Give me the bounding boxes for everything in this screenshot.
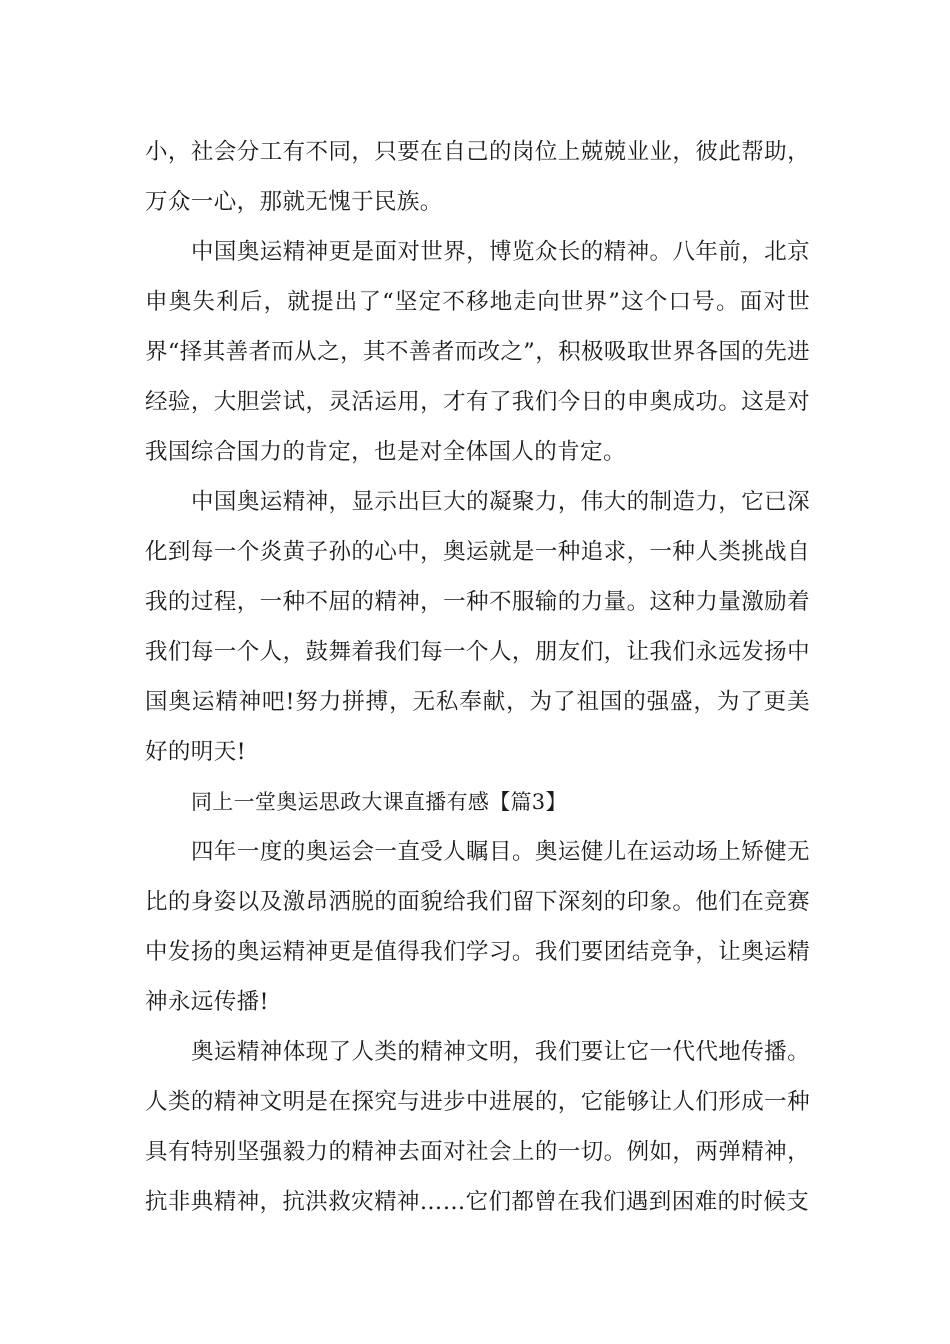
paragraph-world-spirit: 中国奥运精神更是面对世界，博览众长的精神。八年前，北京申奥失利后，就提出了“坚定不移地走向世界”这个口号。面对世界“择其善者而从之，其不善者而改之”，积极吸取世界各国的先进经验，大胆尝试，灵活运用，才有了我们今日的申奥成功。这是对我国综合国力的肯定，也是对全体国人的肯定。: [145, 239, 811, 465]
document-body: [145, 127, 810, 1227]
paragraph-civilization: 奥运精神体现了人类的精神文明，我们要让它一代代地传播。人类的精神文明是在探究与进步中进展的，它能够让人们形成一种具有特别坚强毅力的精神去面对社会上的一切。例如，两弹精神，抗非典精神，抗洪救灾精神……它们都曾在我们遇到困难的时候支: [145, 1039, 810, 1215]
paragraph-olympics-intro: 四年一度的奥运会一直受人瞩目。奥运健儿在运动场上矫健无比的身姿以及激昂洒脱的面貌给我们留下深刻的印象。他们在竞赛中发扬的奥运精神更是值得我们学习。我们要团结竞争，让奥运精神永远传播!: [145, 839, 810, 1015]
paragraph-cohesion: 中国奥运精神，显示出巨大的凝聚力，伟大的制造力，它已深化到每一个炎黄子孙的心中，奥运就是一种追求，一种人类挑战自我的过程，一种不屈的精神，一种不服输的力量。这种力量激励着我们每一个人，鼓舞着我们每一个人，朋友们，让我们永远发扬中国奥运精神吧!努力拼搏，无私奉献，为了祖国的强盛，为了更美好的明天!: [145, 489, 810, 765]
paragraph-continuation: 小，社会分工有不同，只要在自己的岗位上兢兢业业，彼此帮助，万众一心，那就无愧于民族。: [145, 139, 810, 215]
section-heading: 同上一堂奥运思政大课直播有感【篇3】: [191, 790, 567, 814]
